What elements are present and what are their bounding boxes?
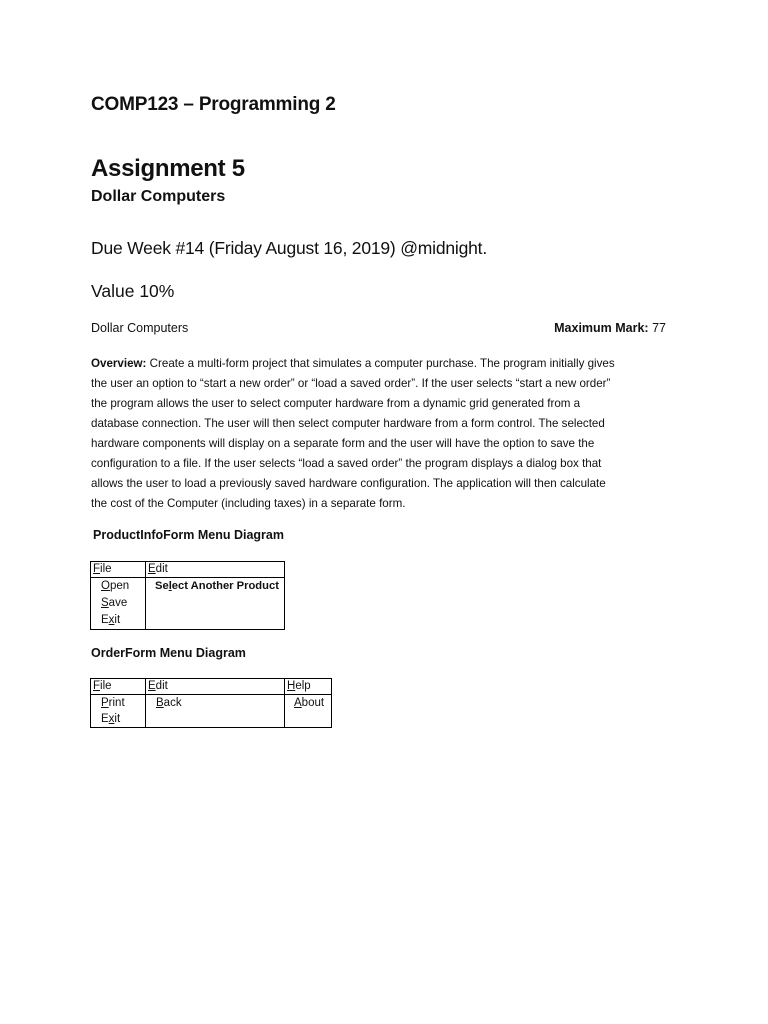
menu-header-file: File bbox=[91, 562, 146, 578]
file-menu-items bbox=[91, 578, 146, 630]
menu-header-edit: Edit bbox=[146, 562, 285, 578]
overview-paragraph bbox=[91, 354, 671, 514]
due-date: Due Week #14 (Friday August 16, 2019) @midnight. bbox=[91, 238, 487, 258]
menu-item-exit: Exit bbox=[101, 713, 121, 725]
edit-menu-items bbox=[146, 695, 285, 728]
maximum-mark-value: 77 bbox=[652, 321, 666, 335]
menu-header-edit: Edit bbox=[146, 679, 285, 695]
assignment-title: Assignment 5 bbox=[91, 155, 245, 182]
course-title: COMP123 – Programming 2 bbox=[91, 94, 336, 115]
project-name: Dollar Computers bbox=[91, 321, 189, 335]
menu-item-exit: Exit bbox=[101, 614, 121, 626]
overview-line: the cost of the Computer (including taxes) in a separate form. bbox=[91, 497, 406, 510]
menu-item-open: Open bbox=[101, 580, 130, 592]
maximum-mark-label: Maximum Mark: bbox=[554, 321, 649, 335]
overview-line: the program allows the user to select computer hardware from a dynamic grid generated from a bbox=[91, 397, 581, 410]
order-menu-diagram bbox=[90, 678, 332, 728]
maximum-mark bbox=[554, 321, 666, 335]
menu-item-save: Save bbox=[101, 597, 128, 609]
menu-header-file: File bbox=[91, 679, 146, 695]
product-info-menu-label: ProductInfoForm Menu Diagram bbox=[93, 528, 284, 542]
menu-item-select-another-product: Select Another Product bbox=[155, 580, 279, 592]
overview-line: Create a multi-form project that simulates a computer purchase. The program initially gives bbox=[146, 357, 615, 370]
product-info-menu-diagram bbox=[90, 561, 285, 630]
assignment-value: Value 10% bbox=[91, 281, 175, 301]
overview-line: database connection. The user will then select computer hardware from a form control. The selected bbox=[91, 417, 605, 430]
edit-menu-items bbox=[146, 578, 285, 630]
assignment-subtitle: Dollar Computers bbox=[91, 188, 226, 205]
file-menu-items bbox=[91, 695, 146, 728]
menu-item-back: Back bbox=[156, 697, 182, 709]
menu-item-print: Print bbox=[101, 697, 125, 709]
overview-line: the user an option to “start a new order” or “load a saved order”. If the user selects “start a new order” bbox=[91, 377, 611, 390]
order-menu-label: OrderForm Menu Diagram bbox=[91, 646, 246, 660]
overview-label: Overview: bbox=[91, 357, 147, 370]
overview-line: hardware components will display on a separate form and the user will have the option to save the bbox=[91, 437, 595, 450]
menu-item-about: About bbox=[294, 697, 325, 709]
overview-line: configuration to a file. If the user selects “load a saved order” the program displays a dialog box that bbox=[91, 457, 602, 470]
help-menu-items bbox=[285, 695, 332, 728]
overview-line: allows the user to load a previously saved hardware configuration. The application will then calculate bbox=[91, 477, 606, 490]
menu-header-help: Help bbox=[285, 679, 332, 695]
